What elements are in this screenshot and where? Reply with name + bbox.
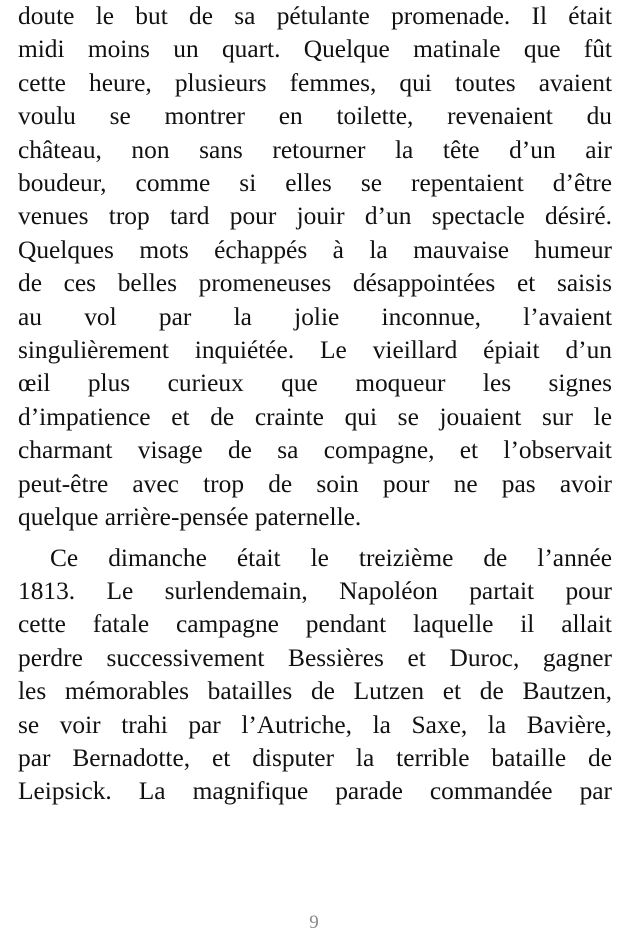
text-line-indented xyxy=(18,542,612,575)
text-line: 1813. Le surlendemain, Napoléon partait pour xyxy=(18,576,612,605)
page-number: 9 xyxy=(309,912,319,933)
text-line: de ces belles promeneuses désappointées et saisis xyxy=(18,269,612,298)
page-body xyxy=(18,0,612,809)
text-line: venues trop tard pour jouir d’un spectacle désiré. xyxy=(18,202,612,231)
text-line: midi moins un quart. Quelque matinale que fût xyxy=(18,35,612,64)
text-line: doute le but de sa pétulante promenade. Il était xyxy=(18,2,612,30)
text-line: charmant visage de sa compagne, et l’observait xyxy=(18,436,612,465)
text-line: Leipsick. La magnifique parade commandée par xyxy=(18,777,612,806)
text-line: boudeur, comme si elles se repentaient d’être xyxy=(18,169,612,198)
text-line: cette fatale campagne pendant laquelle il allait xyxy=(18,610,612,639)
text-line: peut-être avec trop de soin pour ne pas avoir xyxy=(18,469,612,498)
text-line: cette heure, plusieurs femmes, qui toutes avaient xyxy=(18,68,612,97)
text-line: se voir trahi par l’Autriche, la Saxe, la Bavière, xyxy=(18,710,612,739)
text-line: château, non sans retourner la tête d’un air xyxy=(18,135,612,164)
text-line: les mémorables batailles de Lutzen et de Bautzen, xyxy=(18,677,612,706)
text-line: perdre successivement Bessières et Duroc, gagner xyxy=(18,643,612,672)
text-line: par Bernadotte, et disputer la terrible bataille de xyxy=(18,743,612,772)
text-line: singulièrement inquiétée. Le vieillard épiait d’un xyxy=(18,336,612,365)
text-line: Quelques mots échappés à la mauvaise humeur xyxy=(18,235,612,264)
paragraph-1 xyxy=(18,0,612,535)
paragraph-2 xyxy=(18,542,612,809)
text-line-content: Ce dimanche était le treizième de l’année xyxy=(50,543,612,572)
text-line: d’impatience et de crainte qui se jouaient sur le xyxy=(18,402,612,431)
text-line: quelque arrière-pensée paternelle. xyxy=(18,503,362,532)
text-line: voulu se montrer en toilette, revenaient du xyxy=(18,102,612,131)
text-line: au vol par la jolie inconnue, l’avaient xyxy=(18,302,612,331)
text-line: œil plus curieux que moqueur les signes xyxy=(18,369,612,398)
